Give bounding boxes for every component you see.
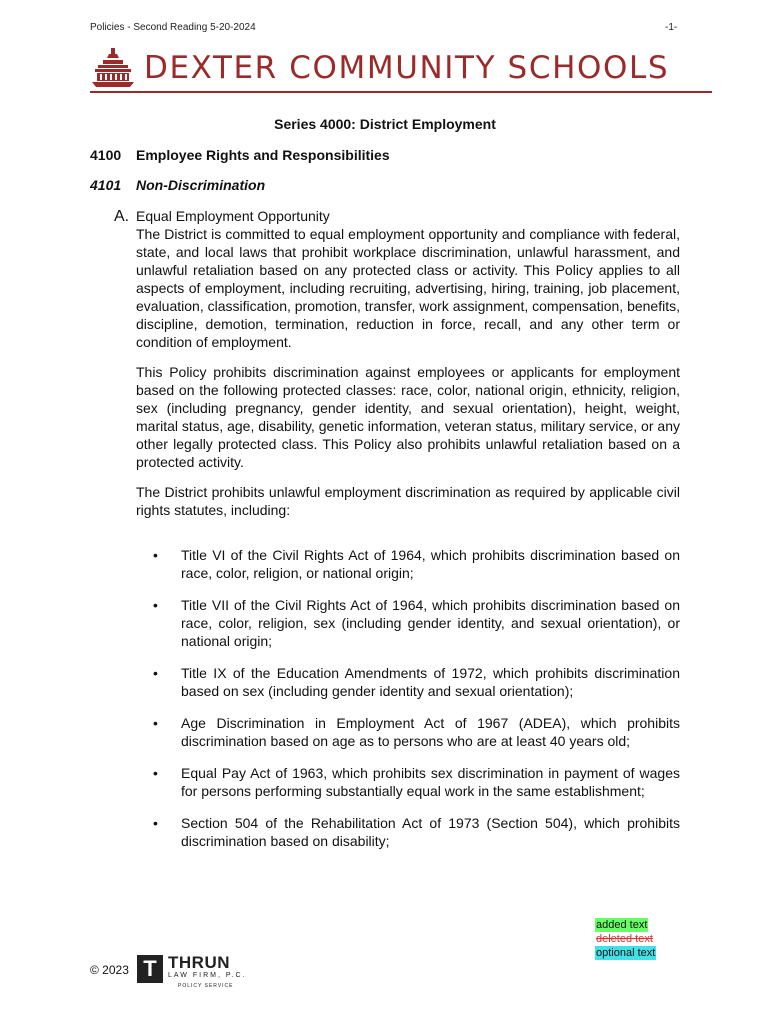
copyright: © 2023 bbox=[90, 963, 129, 977]
bullet-icon: • bbox=[153, 597, 158, 613]
list-item-text: Title IX of the Education Amendments of 1972, which prohibits discrimination based on sex (including gender identity and sexual orientation); bbox=[181, 665, 680, 699]
firm-logo-letter: T bbox=[143, 956, 157, 981]
school-building-icon bbox=[90, 46, 136, 88]
running-header-title: Policies - Second Reading 5-20-2024 bbox=[90, 22, 256, 33]
district-logo bbox=[90, 46, 712, 92]
paragraph-commitment: The District is committed to equal employment opportunity and compliance with federal, state, and local laws that prohibit workplace discrimination, unlawful harassment, and unlawful retaliation based on any protected class or activity. This Policy applies to all aspects of employment, including recruiting, advertising, hiring, training, job placement, evaluation, classification, promotion, transfer, work assignment, compensation, benefits, discipline, demotion, termination, reduction in force, recall, and any other term or condition of employment. bbox=[136, 226, 680, 350]
header-rule bbox=[90, 91, 712, 93]
subsection-title: Equal Employment Opportunity bbox=[136, 208, 330, 224]
list-item bbox=[136, 814, 680, 850]
legend-deleted: deleted text bbox=[596, 933, 653, 945]
list-item bbox=[136, 596, 680, 650]
list-item bbox=[136, 714, 680, 750]
list-item-text: Title VI of the Civil Rights Act of 1964, which prohibits discrimination based on race, color, religion, or national origin; bbox=[181, 547, 680, 581]
page-number: -1- bbox=[665, 22, 678, 33]
statutes-list bbox=[136, 546, 680, 864]
bullet-icon: • bbox=[153, 715, 158, 731]
firm-name: THRUN bbox=[168, 953, 230, 972]
section-title: Non-Discrimination bbox=[136, 177, 266, 193]
section-title: Employee Rights and Responsibilities bbox=[136, 147, 390, 163]
subsection-heading bbox=[114, 208, 330, 226]
section-heading-4101 bbox=[90, 177, 265, 193]
section-heading-4100 bbox=[90, 147, 390, 163]
list-item-text: Equal Pay Act of 1963, which prohibits sex discrimination in payment of wages for persons performing substantially equal work in the same establishment; bbox=[181, 765, 680, 799]
list-item-text: Section 504 of the Rehabilitation Act of 1973 (Section 504), which prohibits discrimination based on disability; bbox=[181, 815, 680, 849]
series-title: Series 4000: District Employment bbox=[274, 116, 496, 132]
legend-added: added text bbox=[596, 919, 648, 931]
bullet-icon: • bbox=[153, 765, 158, 781]
bullet-icon: • bbox=[153, 547, 158, 563]
section-number: 4101 bbox=[90, 177, 122, 193]
list-item bbox=[136, 764, 680, 800]
list-item bbox=[136, 546, 680, 582]
firm-service: POLICY SERVICE bbox=[178, 983, 234, 989]
subsection-letter: A. bbox=[114, 208, 130, 225]
bullet-icon: • bbox=[153, 815, 158, 831]
revision-legend bbox=[595, 918, 656, 960]
list-item-text: Title VII of the Civil Rights Act of 1964, which prohibits discrimination based on race, color, religion, sex (including gender identity, and sexual orientation), or national origin; bbox=[181, 597, 680, 649]
district-name: DEXTER COMMUNITY SCHOOLS bbox=[144, 50, 670, 86]
legend-optional: optional text bbox=[596, 947, 656, 959]
paragraph-protected-classes: This Policy prohibits discrimination against employees or applicants for employment based on the following protected classes: race, color, national origin, ethnicity, religion, sex (including pregnancy, gender identity, and sexual orientation), height, weight, marital status, age, disability, genetic information, veteran status, military service, or any other legally protected class. This Policy also prohibits unlawful retaliation based on a protected activity. bbox=[136, 364, 680, 470]
section-number: 4100 bbox=[90, 147, 122, 163]
bullet-icon: • bbox=[153, 665, 158, 681]
paragraph-statutes-intro: The District prohibits unlawful employment discrimination as required by applicable civil rights statutes, including: bbox=[136, 484, 680, 518]
list-item-text: Age Discrimination in Employment Act of 1967 (ADEA), which prohibits discrimination based on age as to persons who are at least 40 years old; bbox=[181, 715, 680, 749]
list-item bbox=[136, 664, 680, 700]
firm-subtitle: LAW FIRM, P.C. bbox=[168, 972, 247, 979]
